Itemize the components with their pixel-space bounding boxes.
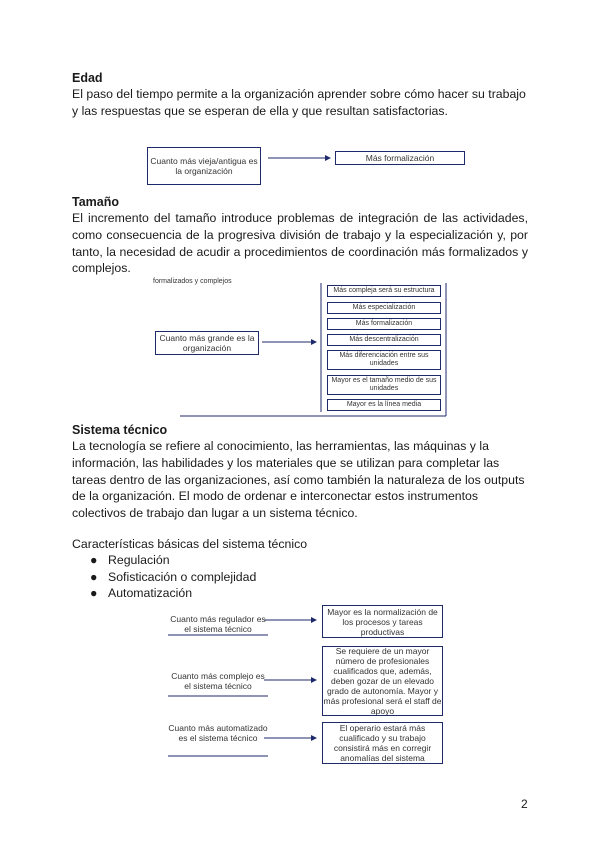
edad-cause-text: Cuanto más vieja/antigua es la organización <box>150 156 258 176</box>
caracteristicas-intro: Características básicas del sistema técnico <box>72 537 308 551</box>
sistema-cause-text: Cuanto más complejo es el sistema técnico <box>171 671 265 691</box>
list-item-text: Sofisticación o complejidad <box>108 569 257 584</box>
sistema-effect-text: Mayor es la normalización de los procesos y tareas productivas <box>327 606 438 637</box>
tamano-cause-text: Cuanto más grande es la organización <box>159 333 255 353</box>
list-item-text: Automatización <box>108 586 193 600</box>
sistema-effect-text: El operario estará más cualificado y su trabajo consistirá más en corregir anomalías del sistema <box>333 723 432 763</box>
paragraph-line: tanto, la necesidad de acudir a procedimientos de coordinación más formalizados y <box>72 244 528 259</box>
tamano-effect-text: Mayor es la línea media <box>346 401 422 408</box>
bullet-icon: ● <box>90 553 98 567</box>
paragraph-line: y las respuestas que se esperan de ella y que resultan satisfactorias. <box>72 103 448 118</box>
edad-effect-text: Más formalización <box>365 153 435 163</box>
paragraph-line: tareas dentro de las organizaciones, así como también la naturaleza de los outputs <box>72 472 525 487</box>
paragraph-line: El incremento del tamaño introduce problemas de integración de las actividades, <box>72 211 528 225</box>
bullet-icon: ● <box>90 569 98 584</box>
sistema-effect-box <box>322 722 443 764</box>
tamano-effect-text: Más especialización <box>352 304 416 311</box>
tamano-effect-text: Más compleja será su estructura <box>333 287 435 294</box>
tamano-effect-text: Más formalización <box>355 320 413 327</box>
heading-edad: Edad <box>72 71 103 85</box>
heading-sistema-tecnico: Sistema técnico <box>72 423 168 437</box>
sistema-cause-text: Cuanto más automatizado es el sistema técnico <box>168 723 268 743</box>
bullet-icon: ● <box>90 586 98 600</box>
paragraph-line: como consecuencia de la progresiva división de trabajo y la especialización y, por <box>72 227 528 242</box>
tamano-effect-text: Más diferenciación entre sus unidades <box>339 352 429 367</box>
sistema-cause-text: Cuanto más regulador es el sistema técnico <box>170 614 266 634</box>
paragraph-line: complejos. <box>72 261 131 276</box>
heading-tamano: Tamaño <box>72 195 119 209</box>
paragraph-line: El paso del tiempo permite a la organización aprender sobre cómo hacer su trabajo <box>72 87 526 101</box>
tamano-effect-text: Más descentralización <box>349 336 419 343</box>
list-item-text: Regulación <box>108 553 170 567</box>
tamano-effect-text: Mayor es el tamaño medio de sus unidades <box>331 377 437 392</box>
tamano-diagram-caption: formalizados y complejos <box>153 278 232 285</box>
paragraph-line: de la organización. El modo de ordenar e interconectar estos instrumentos <box>72 489 479 504</box>
paragraph-line: colectivos de trabajo dan lugar a un sistema técnico. <box>72 506 358 521</box>
sistema-effect-box <box>322 646 443 716</box>
sistema-effect-text: Se requiere de un mayor número de profesionales cualificados que, además, deben gozar de un elevado grado de autonomía. Mayor y más profesional será el staff de apoyo <box>323 646 442 716</box>
paragraph-line: La tecnología se refiere al conocimiento, las herramientas, las máquinas y la <box>72 439 489 453</box>
paragraph-line: información, las habilidades y los materiales que se utilizan para completar las <box>72 455 500 470</box>
page-number: 2 <box>521 797 528 811</box>
sistema-effect-box <box>322 605 443 638</box>
